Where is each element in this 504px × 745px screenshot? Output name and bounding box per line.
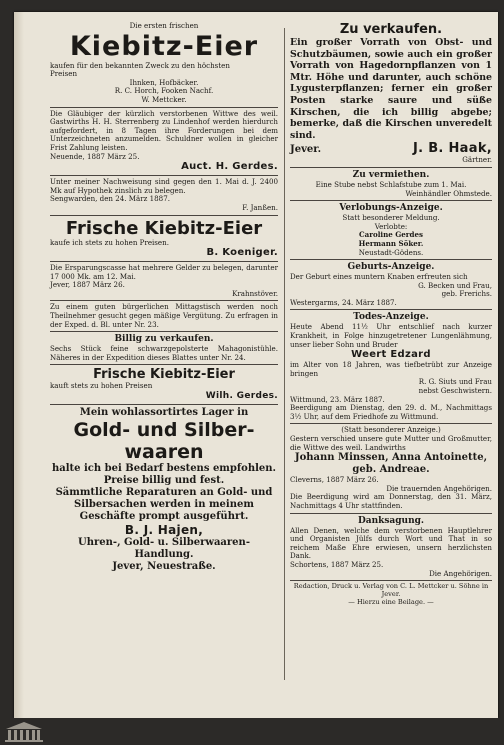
gold-ad (50, 405, 278, 575)
tod1-place: Wittmund, 23. März 1887. (290, 394, 385, 404)
ersparung-place: Jever, 1887 März 26. (50, 280, 125, 290)
column-divider (284, 28, 285, 680)
vermiethen-ad (290, 168, 492, 201)
gold-trade1: Uhren-, Gold- u. Silberwaaren- (78, 537, 250, 549)
geburt-place: Westergarms, 24. März 1887. (290, 297, 397, 307)
gold-name: B. J. Hajen, (124, 523, 204, 538)
geburt-ad (290, 260, 492, 310)
frische-sign-1: B. Koeniger. (206, 247, 278, 259)
tod1-sign2: nebst Geschwistern. (418, 386, 492, 396)
tod1-sign1: R. G. Siuts und Frau (418, 377, 492, 387)
ersparung-sign: Krahnstöver. (232, 288, 278, 298)
glaeubiger-text: Die Gläubiger der kürzlich verstorbenen Wittwe des weil. Gastwirths H. H. Sterrenberg zu Lindenhof werden hierdurch aufgefordert, in 8 Tagen ihre Forderungen bei dem Unterzeichneten anzumelden. Schuldner wollen in gleicher Frist Zahlung leisten. (50, 108, 278, 152)
vermiethen-title: Zu vermiethen. (352, 169, 430, 180)
geburt-title: Geburts-Anzeige. (347, 262, 435, 273)
tod2-name2: geb. Andreae. (352, 464, 430, 476)
gold-title-2: waaren (124, 441, 204, 464)
tod2-text: Gestern verschied unsere gute Mutter und Großmutter, die Wittwe des weil. Landwirths (290, 434, 492, 452)
imprint-text: Redaction, Druck u. Verlag von C. L. Mettcker u. Söhne in Jever. (293, 582, 489, 599)
kiebitz-buyer3: W. Mettcker. (141, 94, 187, 104)
right-column (290, 20, 492, 607)
dank-text: Allen Denen, welche dem verstorbenen Hauptlehrer und Organisten Jülfs durch Wort und That in so reichem Maße Ehre erwiesen, unsern herzlichsten Dank. (290, 525, 492, 561)
dank-sign: Die Angehörigen. (429, 568, 492, 578)
imprint-beilage: — Hierzu eine Beilage. — (348, 597, 434, 606)
tod1-text2: im Alter von 18 Jahren, was tiefbetrübt zur Anzeige bringen (290, 360, 492, 378)
vermiethen-sign: Weinhändler Ohmstede. (405, 188, 492, 198)
glaeubiger-place: Neuende, 1887 März 25. (50, 151, 140, 161)
tod1-name: Weert Edzard (351, 349, 431, 361)
kiebitz-line2: Preisen (50, 69, 78, 79)
hypothek-text: Unter meiner Nachweisung sind gegen den 1. Mai d. J. 2400 Mk auf Hypothek zinslich zu belegen. (50, 177, 278, 195)
glaeubiger-sign: Auct. H. Gerdes. (181, 161, 278, 173)
kiebitz-ad (50, 20, 278, 108)
hypothek-place: Sengwarden, den 24. März 1887. (50, 194, 170, 204)
hypothek-ad (50, 176, 278, 215)
tod2-sign: Die trauernden Angehörigen. (386, 483, 492, 493)
sofa-ad (50, 332, 278, 365)
ersparung-text: Die Ersparungscasse hat mehrere Gelder zu belegen, darunter 17 000 Mk. am 12. Mai. (50, 263, 278, 281)
library-building-icon (4, 721, 44, 743)
tod2-head: (Statt besonderer Anzeige.) (341, 425, 441, 435)
frische-text-2: kauft stets zu hohen Preisen (50, 381, 153, 391)
verkaufen-text: Ein großer Vorrath von Obst- und Schutzbäumen, sowie auch ein großer Vorrath von Hagedornpflanzen von 1 Mtr. Höhe und darunter, auch schöne Lygusterpflanzen; ferner ein großer Posten starke saure und süße Kirschen, die ich billig abgebe; bemerke, daß die Kirschen unveredelt sind. (290, 37, 492, 141)
gold-line2: Preise billig und fest. (103, 475, 225, 487)
verkaufen-footer (290, 141, 492, 156)
kiebitz-buyer2: R. C. Horch, Fooken Nachf. (114, 86, 214, 96)
tod1-burial: Beerdigung am Dienstag, den 29. d. M., Nachmittags 3½ Uhr, auf dem Friedhofe zu Wittmund. (290, 403, 492, 421)
gold-intro: Mein wohlassortirtes Lager in (79, 407, 249, 419)
kiebitz-line1: kaufen für den bekannten Zweck zu den höchsten (50, 60, 230, 70)
tod2-name1: Johann Minssen, Anna Antoinette, (294, 452, 488, 464)
imprint (290, 581, 492, 607)
hypothek-sign: F. Janßen. (242, 202, 278, 212)
frische-title-1: Frische Kiebitz-Eier (65, 217, 263, 239)
verkaufen-title: Zu verkaufen. (339, 22, 443, 37)
left-column (50, 20, 278, 575)
dank-place: Schortens, 1887 März 25. (290, 559, 384, 569)
tod2-place: Cleverns, 1887 März 26. (290, 475, 379, 485)
verlobung-name1: Caroline Gerdes (358, 230, 424, 240)
mittagstisch-text: Zu einem guten bürgerlichen Mittagstisch werden noch Theilnehmer gesucht gegen mäßige Vergütung. Zu erfragen in der Exped. d. Bl. unter Nr. 23. (50, 302, 278, 329)
mittagstisch-ad (50, 301, 278, 332)
verkaufen-role: Gärtner. (462, 155, 492, 165)
todes-ad-2 (290, 424, 492, 513)
frische-sign-2: Wilh. Gerdes. (205, 391, 278, 402)
tod2-burial: Die Beerdigung wird am Donnerstag, den 31. März, Nachmittags 4 Uhr stattfinden. (290, 492, 492, 510)
verkaufen-ad (290, 20, 492, 168)
gold-line3: Sämmtliche Reparaturen an Gold- und Silbersachen werden in meinem Geschäfte prompt ausgeführt. (55, 487, 273, 523)
verkaufen-place: Jever. (290, 144, 322, 156)
frische-ad-2 (50, 365, 278, 405)
page-edge (14, 12, 24, 718)
verlobung-label: Verlobte: (374, 221, 408, 231)
verlobung-ad (290, 201, 492, 260)
gold-line1: halte ich bei Bedarf bestens empfohlen. (51, 463, 277, 475)
frische-title-2: Frische Kiebitz-Eier (93, 367, 235, 383)
tod1-title: Todes-Anzeige. (353, 312, 429, 323)
sofa-title: Billig zu verkaufen. (114, 334, 214, 345)
kiebitz-pre: Die ersten frischen (129, 21, 199, 30)
ersparung-ad (50, 262, 278, 301)
gold-trade2: Handlung. (134, 549, 194, 561)
vermiethen-text: Eine Stube nebst Schlafstube zum 1. Mai. (315, 179, 467, 189)
dank-title: Danksagung. (357, 515, 425, 526)
gold-title-1: Gold- und Silber- (73, 419, 255, 442)
verlobung-title: Verlobungs-Anzeige. (339, 203, 443, 214)
geburt-text: Der Geburt eines muntern Knaben erfreuten sich (290, 272, 468, 282)
verlobung-place: Neustadt-Gödens. (358, 247, 424, 257)
tod1-text: Heute Abend 11½ Uhr entschlief nach kurzer Krankheit, in Folge hinzugetretener Lungenlähmung, unser lieber Sohn und Bruder (290, 322, 492, 349)
verkaufen-name: J. B. Haak, (413, 141, 492, 157)
geburt-names1: G. Becken und Frau, (418, 280, 492, 290)
kiebitz-title: Kiebitz-Eier (69, 30, 259, 62)
viewer-footer (0, 718, 504, 745)
gold-place: Jever, Neuestraße. (112, 561, 216, 573)
geburt-names2: geb. Frerichs. (441, 289, 492, 299)
kiebitz-buyer1: Ihnken, Hofbäcker. (129, 77, 199, 87)
dank-ad (290, 514, 492, 582)
frische-text-1: kaufe ich stets zu hohen Preisen. (50, 237, 169, 247)
sofa-text: Sechs Stück feine schwarzgepolsterte Mahagonistühle. Näheres in der Expedition dieses Blattes unter Nr. 24. (50, 344, 278, 362)
todes-ad-1 (290, 310, 492, 424)
frische-ad-1 (50, 216, 278, 263)
verlobung-name2: Hermann Söker. (358, 238, 424, 248)
glaeubiger-ad (50, 108, 278, 177)
verlobung-sub: Statt besonderer Meldung. (342, 213, 440, 223)
